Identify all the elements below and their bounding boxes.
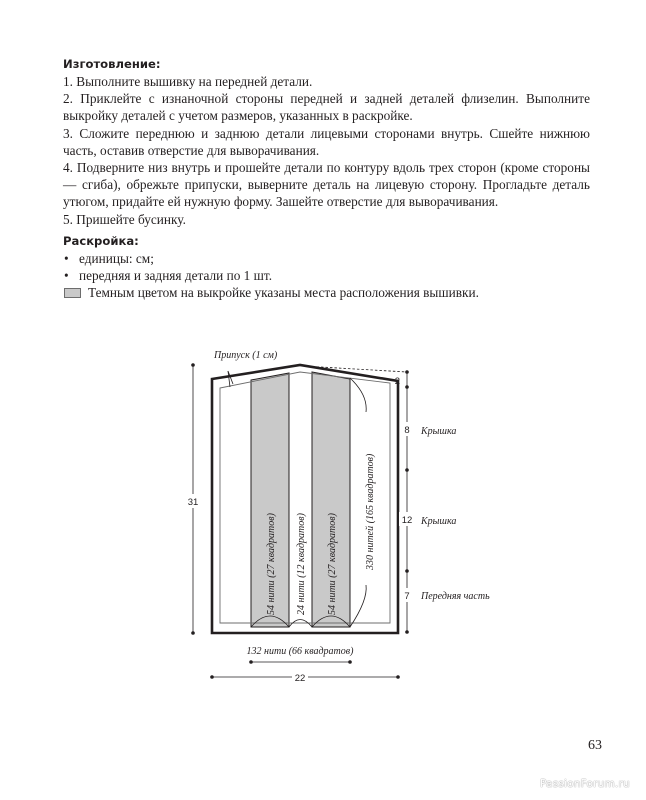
cutting-list-item: • единицы: см; [63, 250, 590, 267]
instruction-step: 1. Выполните вышивку на передней детали. [63, 74, 313, 89]
instruction-step: 4. Подверните низ внутрь и прошейте детали по контуру вдоль трех сторон (кроме стороны — сгиба), обрежьте припуски, выверните деталь на лицевую сторону. Прогладьте деталь утюгом, придайте ей нужную форму. Зашейте отверстие для выворачивания. [63, 160, 590, 210]
height-threads-label: 330 нитей (165 квадратов) [365, 453, 376, 570]
segment-label: Крышка [421, 426, 457, 437]
width-threads-label: 132 нити (66 квадратов) [246, 646, 354, 657]
dimension-dot [405, 569, 409, 573]
cutting-heading: Раскройка: [63, 233, 139, 248]
height-arc [350, 378, 366, 412]
segment-label: Крышка [421, 516, 457, 527]
dimension-dot [348, 660, 352, 664]
cutting-list-item: • передняя и задняя детали по 1 шт. [63, 267, 590, 284]
page-number: 63 [588, 738, 602, 753]
strip-label-middle: 24 нити (12 квадратов) [296, 513, 307, 615]
segment-label: Передняя часть [421, 591, 490, 602]
dimension-dot [396, 675, 400, 679]
seam-allowance-label: Припуск (1 см) [214, 350, 278, 361]
instructions-heading: Изготовление: [63, 57, 161, 71]
segment-value: 8 [404, 425, 410, 436]
dimension-dot [405, 385, 409, 389]
dimension-dot [191, 631, 195, 635]
strip-label-left: 54 нити (27 квадратов) [266, 513, 277, 615]
dimension-dot [405, 468, 409, 472]
height-arc [350, 585, 366, 627]
dimension-dot [249, 660, 253, 664]
segment-value: 12 [401, 515, 413, 526]
strip-label-right: 54 нити (27 квадратов) [327, 513, 338, 615]
dimension-dot [405, 630, 409, 634]
instruction-step: 3. Сложите переднюю и заднюю детали лицевыми сторонами внутрь. Сшейте нижнюю часть, оставив отверстие для выворачивания. [63, 125, 590, 158]
dimension-dot [405, 370, 409, 374]
segment-value: 7 [404, 591, 410, 602]
legend-text: Темным цветом на выкройке указаны места расположения вышивки. [88, 285, 479, 301]
instruction-step: 2. Приклейте с изнаночной стороны передней и задней деталей флизелин. Выполните выкройку деталей с учетом размеров, указанных в раскройке. [63, 91, 590, 124]
total-width-value: 22 [294, 673, 306, 684]
segment-value: 2 [394, 376, 400, 387]
total-height-value: 31 [187, 497, 199, 508]
dimension-dot [210, 675, 214, 679]
dimension-dot [191, 363, 195, 367]
instruction-step: 5. Пришейте бусинку. [63, 211, 186, 227]
watermark: PassionForum.ru [540, 778, 630, 790]
